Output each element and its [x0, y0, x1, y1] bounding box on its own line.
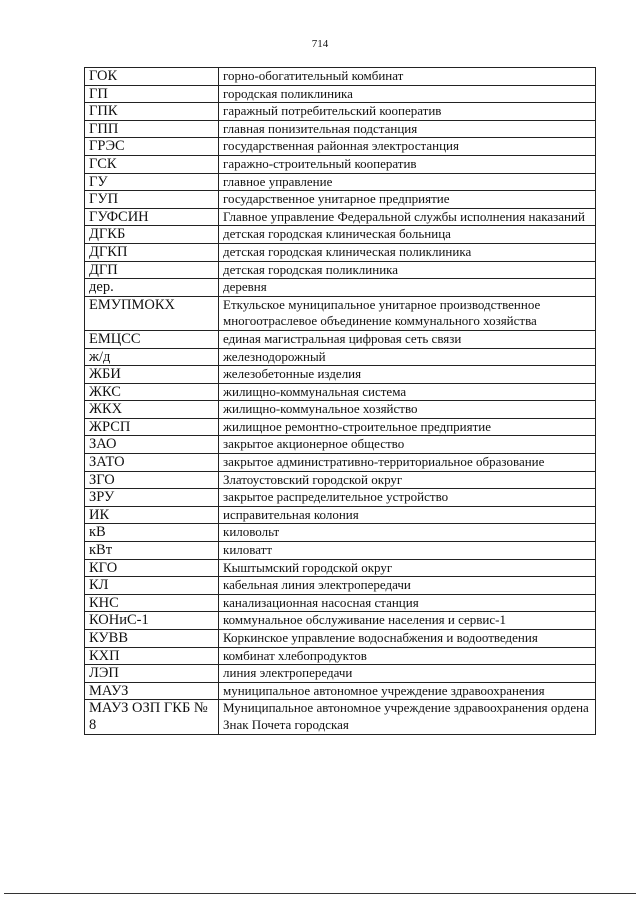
abbreviation-cell: ГРЭС	[85, 138, 219, 156]
abbreviation-cell: ЖБИ	[85, 366, 219, 384]
table-row	[85, 296, 596, 330]
abbreviation-cell: ж/д	[85, 348, 219, 366]
definition-cell: Коркинское управление водоснабжения и водоотведения	[219, 630, 596, 648]
abbreviation-cell: ГСК	[85, 155, 219, 173]
definition-cell: муниципальное автономное учреждение здравоохранения	[219, 682, 596, 700]
abbreviation-cell: КЛ	[85, 577, 219, 595]
definition-cell: закрытое распределительное устройство	[219, 489, 596, 507]
table-row	[85, 103, 596, 121]
abbreviation-cell: ДГКП	[85, 243, 219, 261]
definition-cell: горно-обогатительный комбинат	[219, 68, 596, 86]
abbreviation-cell: МАУЗ ОЗП ГКБ № 8	[85, 700, 219, 734]
definition-cell: Главное управление Федеральной службы исполнения наказаний	[219, 208, 596, 226]
definition-cell: коммунальное обслуживание населения и сервис-1	[219, 612, 596, 630]
abbreviation-cell: ЗАО	[85, 436, 219, 454]
definition-cell: киловольт	[219, 524, 596, 542]
table-row	[85, 138, 596, 156]
abbreviation-cell: КНС	[85, 594, 219, 612]
table-row	[85, 612, 596, 630]
definition-cell: детская городская клиническая поликлиника	[219, 243, 596, 261]
abbreviation-cell: ГУП	[85, 191, 219, 209]
abbreviation-cell: ЗГО	[85, 471, 219, 489]
definition-cell: закрытое акционерное общество	[219, 436, 596, 454]
definition-cell: жилищное ремонтно-строительное предприятие	[219, 418, 596, 436]
table-row	[85, 524, 596, 542]
abbreviation-cell: ГПК	[85, 103, 219, 121]
table-row	[85, 330, 596, 348]
table-row	[85, 506, 596, 524]
table-row	[85, 559, 596, 577]
table-row	[85, 191, 596, 209]
definition-cell: жилищно-коммунальная система	[219, 383, 596, 401]
table-row	[85, 647, 596, 665]
abbreviation-cell: ИК	[85, 506, 219, 524]
abbreviation-cell: ЛЭП	[85, 665, 219, 683]
abbreviation-cell: дер.	[85, 279, 219, 297]
abbreviation-cell: ГУФСИН	[85, 208, 219, 226]
table-row	[85, 155, 596, 173]
abbreviations-table	[84, 67, 596, 735]
table-row	[85, 243, 596, 261]
table-row	[85, 85, 596, 103]
definition-cell: деревня	[219, 279, 596, 297]
table-row	[85, 594, 596, 612]
abbreviation-cell: ГОК	[85, 68, 219, 86]
table-row	[85, 489, 596, 507]
abbreviation-cell: КГО	[85, 559, 219, 577]
abbreviation-cell: ЗАТО	[85, 454, 219, 472]
abbreviation-cell: ЖКХ	[85, 401, 219, 419]
table-row	[85, 682, 596, 700]
definition-cell: железнодорожный	[219, 348, 596, 366]
abbreviation-cell: ЖКС	[85, 383, 219, 401]
table-row	[85, 471, 596, 489]
abbreviation-cell: кВт	[85, 542, 219, 560]
definition-cell: железобетонные изделия	[219, 366, 596, 384]
table-row	[85, 226, 596, 244]
table-row	[85, 68, 596, 86]
definition-cell: Кыштымский городской округ	[219, 559, 596, 577]
table-row	[85, 436, 596, 454]
definition-cell: исправительная колония	[219, 506, 596, 524]
definition-cell: Златоустовский городской округ	[219, 471, 596, 489]
abbreviation-cell: ЖРСП	[85, 418, 219, 436]
table-row	[85, 630, 596, 648]
table-row	[85, 348, 596, 366]
table-row	[85, 542, 596, 560]
table-row	[85, 279, 596, 297]
table-row	[85, 665, 596, 683]
definition-cell: жилищно-коммунальное хозяйство	[219, 401, 596, 419]
definition-cell: линия электропередачи	[219, 665, 596, 683]
abbreviation-cell: КОНиС-1	[85, 612, 219, 630]
footer-divider	[4, 893, 636, 894]
definition-cell: государственная районная электростанция	[219, 138, 596, 156]
table-row	[85, 120, 596, 138]
abbreviation-cell: ЗРУ	[85, 489, 219, 507]
definition-cell: детская городская клиническая больница	[219, 226, 596, 244]
abbreviation-cell: ГПП	[85, 120, 219, 138]
abbreviation-cell: КУВВ	[85, 630, 219, 648]
abbreviation-cell: ГУ	[85, 173, 219, 191]
abbreviation-cell: ГП	[85, 85, 219, 103]
definition-cell: главное управление	[219, 173, 596, 191]
definition-cell: государственное унитарное предприятие	[219, 191, 596, 209]
definition-cell: главная понизительная подстанция	[219, 120, 596, 138]
abbreviation-cell: ДГКБ	[85, 226, 219, 244]
abbreviation-cell: кВ	[85, 524, 219, 542]
definition-cell: закрытое административно-территориальное образование	[219, 454, 596, 472]
definition-cell: комбинат хлебопродуктов	[219, 647, 596, 665]
abbreviation-cell: МАУЗ	[85, 682, 219, 700]
abbreviation-cell: ЕМЦСС	[85, 330, 219, 348]
table-row	[85, 401, 596, 419]
page-number: 714	[311, 38, 329, 50]
table-row	[85, 577, 596, 595]
definition-cell: гаражный потребительский кооператив	[219, 103, 596, 121]
abbreviation-cell: ДГП	[85, 261, 219, 279]
table-row	[85, 208, 596, 226]
table-row	[85, 418, 596, 436]
definition-cell: Еткульское муниципальное унитарное производственное многоотраслевое объединение коммунального хозяйства	[219, 296, 596, 330]
table-row	[85, 454, 596, 472]
definition-cell: Муниципальное автономное учреждение здравоохранения ордена Знак Почета городская	[219, 700, 596, 734]
table-row	[85, 366, 596, 384]
definition-cell: кабельная линия электропередачи	[219, 577, 596, 595]
table-row	[85, 261, 596, 279]
definition-cell: детская городская поликлиника	[219, 261, 596, 279]
abbreviation-cell: КХП	[85, 647, 219, 665]
abbreviations-table-body	[85, 68, 596, 735]
abbreviation-cell: ЕМУПМОКХ	[85, 296, 219, 330]
table-row	[85, 700, 596, 734]
definition-cell: гаражно-строительный кооператив	[219, 155, 596, 173]
definition-cell: городская поликлиника	[219, 85, 596, 103]
definition-cell: киловатт	[219, 542, 596, 560]
table-row	[85, 383, 596, 401]
definition-cell: единая магистральная цифровая сеть связи	[219, 330, 596, 348]
definition-cell: канализационная насосная станция	[219, 594, 596, 612]
table-row	[85, 173, 596, 191]
